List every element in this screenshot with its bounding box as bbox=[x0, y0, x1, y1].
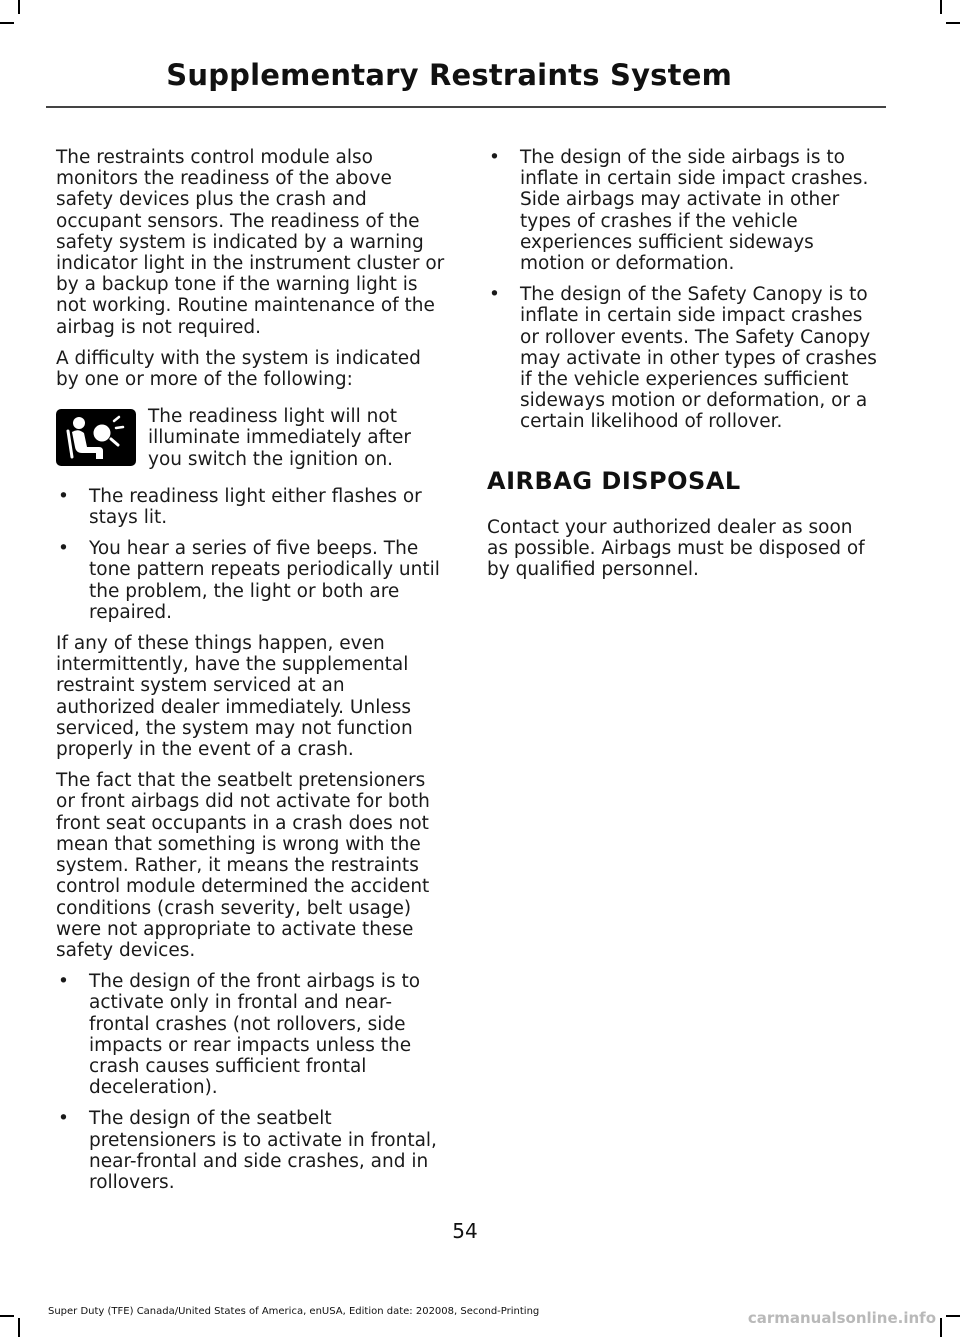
crop-mark-top-left-horizontal bbox=[0, 22, 14, 24]
crop-mark-bottom-left-horizontal bbox=[0, 1315, 14, 1317]
airbag-warning-icon bbox=[56, 409, 136, 466]
crop-mark-bottom-left-vertical bbox=[18, 1318, 20, 1337]
crop-mark-bottom-right-vertical bbox=[940, 1318, 942, 1337]
paragraph-restraints-module: The restraints control module also monitors the readiness of the above safety devices plus the crash and occupant sensors. The readiness of the safety system is indicated by a warning indicator light in the instrument cluster or by a backup tone if the warning light is not working. Routine maintenance of the airbag is not required. bbox=[56, 147, 445, 338]
readiness-light-text: The readiness light will not illuminate immediately after you switch the ignition on. bbox=[148, 406, 412, 470]
header-divider bbox=[46, 106, 886, 108]
edition-footer: Super Duty (TFE) Canada/United States of America, enUSA, Edition date: 202008, Second-Printing bbox=[48, 1306, 540, 1317]
crop-mark-bottom-right-horizontal bbox=[946, 1315, 960, 1317]
crop-mark-top-right-vertical bbox=[940, 0, 942, 14]
bullet-marker: • bbox=[489, 284, 500, 306]
bullet-marker: • bbox=[489, 147, 500, 168]
page-number: 54 bbox=[452, 1219, 478, 1243]
list-item bbox=[56, 1108, 448, 1193]
crop-mark-top-right-horizontal bbox=[946, 22, 960, 24]
watermark: carmanualsonline.info bbox=[747, 1309, 936, 1327]
paragraph-service-advice: If any of these things happen, even intermittently, have the supplemental restraint system serviced at an authorized dealer immediately. Unless serviced, the system may not function properly in the event of a crash. bbox=[56, 633, 413, 761]
list-item-text: The readiness light either flashes or stays lit. bbox=[89, 485, 422, 529]
list-item bbox=[56, 971, 448, 1098]
list-item-text: You hear a series of five beeps. The tone pattern repeats periodically until the problem, the light or both are repaired. bbox=[89, 538, 440, 623]
paragraph-airbag-disposal: Contact your authorized dealer as soon as possible. Airbags must be disposed of by qualified personnel. bbox=[487, 516, 865, 581]
bullet-marker: • bbox=[58, 971, 69, 993]
list-item bbox=[56, 486, 448, 528]
list-item bbox=[487, 147, 879, 274]
left-column bbox=[56, 147, 448, 1203]
paragraph-difficulty-intro: A difficulty with the system is indicated by one or more of the following: bbox=[56, 347, 421, 391]
list-item bbox=[56, 538, 448, 623]
paragraph-pretensioners-explanation: The fact that the seatbelt pretensioners or front airbags did not activate for both front seat occupants in a crash does not mean that something is wrong with the system. Rather, it means the restraints control module determined the accident conditions (crash severity, belt usage) were not appropriate to activate these safety devices. bbox=[56, 770, 430, 961]
right-column bbox=[487, 147, 879, 590]
list-item-text: The design of the front airbags is to activate only in frontal and near-frontal crashes (not rollovers, side impacts or rear impacts unless the crash causes sufficient frontal deceleration). bbox=[89, 971, 421, 1099]
bullet-marker: • bbox=[58, 538, 69, 560]
page-title: Supplementary Restraints System bbox=[166, 58, 732, 92]
bullet-marker: • bbox=[58, 485, 69, 507]
list-item-text: The design of the Safety Canopy is to inflate in certain side impact crashes or rollover events. The Safety Canopy may activate in other types of crashes if the vehicle experiences sufficient sideways motion or deformation, or a certain likelihood of rollover. bbox=[520, 284, 877, 433]
list-item-text: The design of the seatbelt pretensioners is to activate in frontal, near-frontal and side crashes, and in rollovers. bbox=[89, 1108, 437, 1193]
list-item-text: The design of the side airbags is to inflate in certain side impact crashes. Side airbags may activate in other types of crashes if the vehicle experiences sufficient sideways motion or deformation. bbox=[520, 147, 869, 275]
list-item bbox=[487, 284, 879, 432]
crop-mark-top-left-vertical bbox=[18, 0, 20, 14]
section-heading-airbag-disposal: AIRBAG DISPOSAL bbox=[487, 466, 741, 495]
bullet-marker: • bbox=[58, 1108, 69, 1130]
readiness-light-note bbox=[56, 406, 448, 470]
